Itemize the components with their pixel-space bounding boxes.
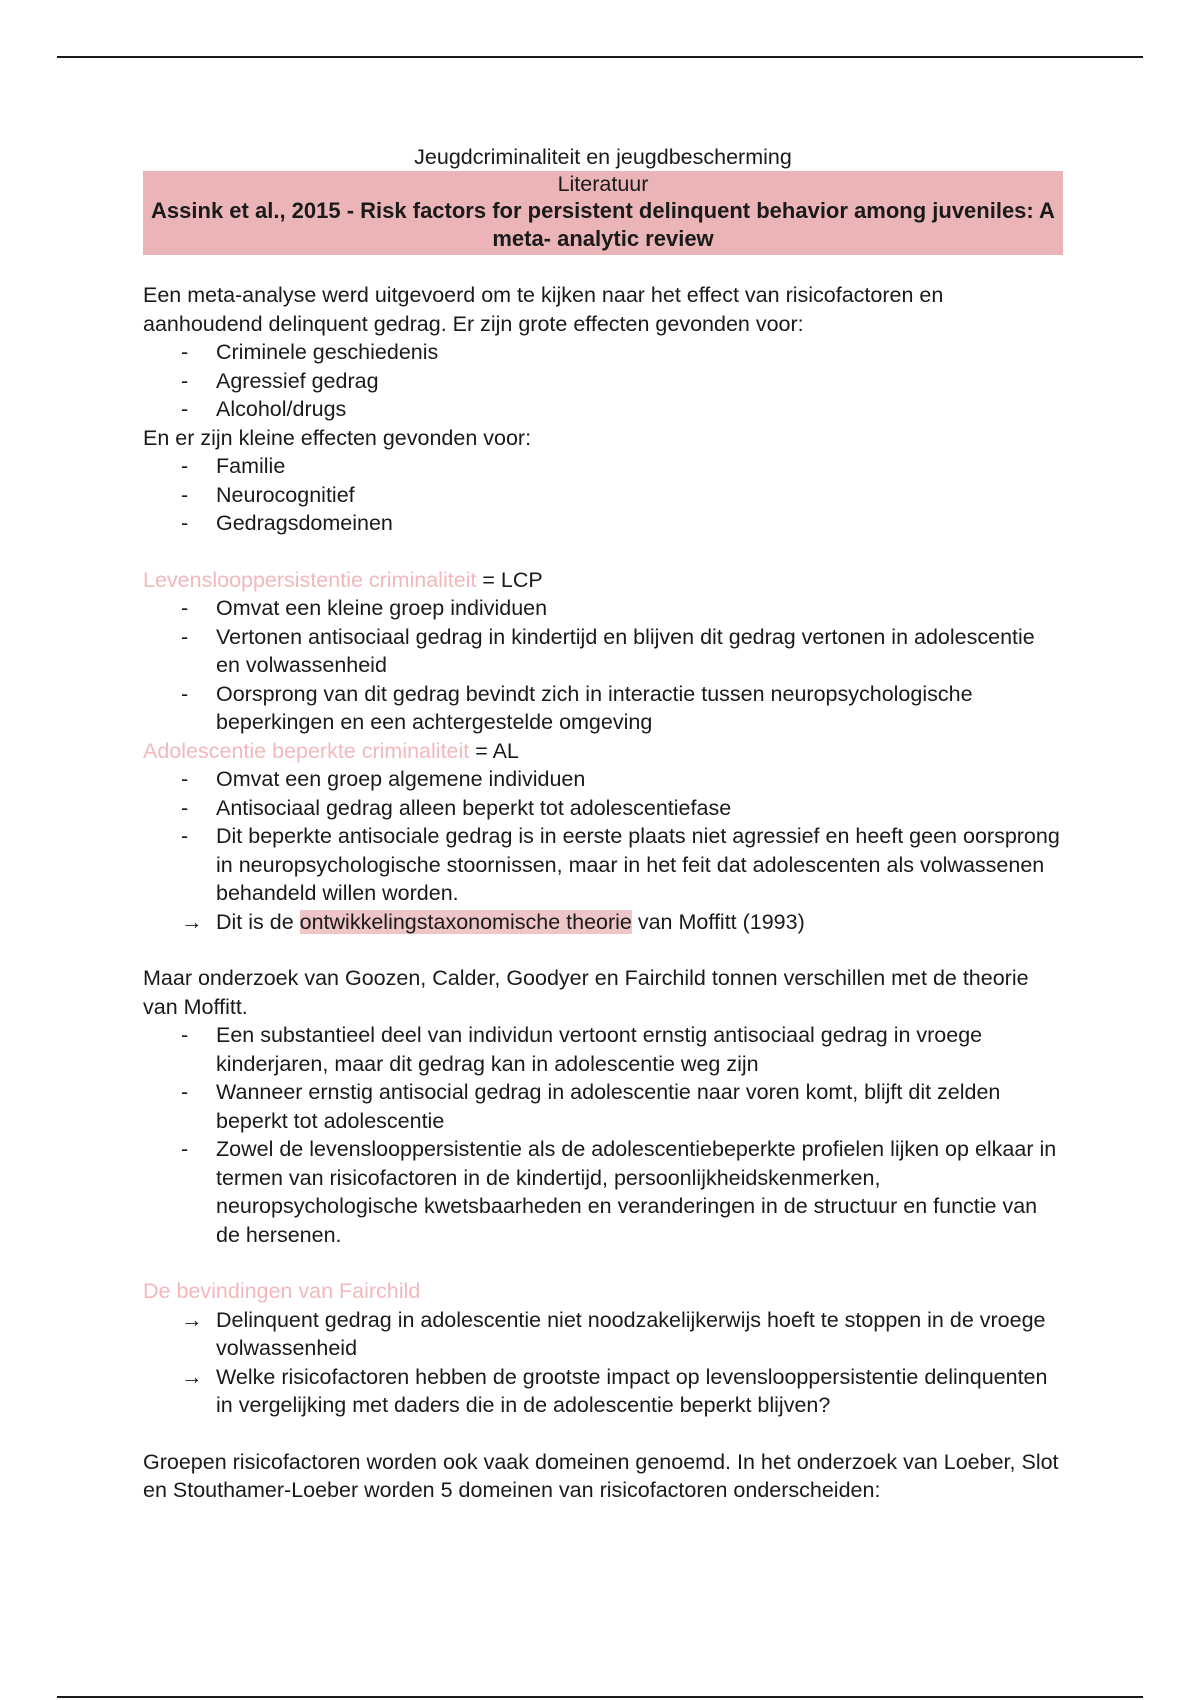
document-title: Jeugdcriminaliteit en jeugdbescherming bbox=[414, 145, 792, 169]
intro-paragraph: Een meta-analyse werd uitgevoerd om te kijken naar het effect van risicofactoren en aanhoudend delinquent gedrag. Er zijn grote effecten gevonden voor: bbox=[143, 283, 944, 336]
list-item: - Criminele geschiedenis bbox=[181, 340, 439, 364]
al-term: Adolescentie beperkte criminaliteit bbox=[143, 738, 470, 763]
list-item: - Familie bbox=[181, 454, 286, 478]
list-item: - Oorsprong van dit gedrag bevindt zich in interactie tussen neuropsychologische beperkingen en een achtergestelde omgeving bbox=[181, 681, 973, 734]
list-item: - Gedragsdomeinen bbox=[181, 511, 393, 535]
document-body bbox=[143, 143, 1063, 1505]
fairchild-heading: De bevindingen van Fairchild bbox=[143, 1279, 421, 1303]
lcp-list bbox=[143, 594, 1063, 737]
lcp-term: Levenslooppersistentie criminaliteit bbox=[143, 567, 477, 592]
arrow-icon: → bbox=[181, 909, 203, 934]
page-top-rule bbox=[57, 56, 1143, 58]
highlighted-term: ontwikkelingstaxonomische theorie bbox=[299, 909, 632, 934]
list-item: - Omvat een groep algemene individuen bbox=[181, 767, 586, 791]
list-item: - Een substantieel deel van individun vertoont ernstig antisociaal gedrag in vroege kinderjaren, maar dit gedrag kan in adolescentie weg zijn bbox=[181, 1023, 983, 1076]
goozen-paragraph: Maar onderzoek van Goozen, Calder, Goodyer en Fairchild tonnen verschillen met de theorie van Moffitt. bbox=[143, 966, 1029, 1019]
list-item: - Wanneer ernstig antisocial gedrag in adolescentie naar voren komt, blijft dit zelden beperkt tot adolescentie bbox=[181, 1080, 1001, 1133]
al-definition bbox=[143, 737, 1063, 766]
list-item: - Alcohol/drugs bbox=[181, 397, 347, 421]
lcp-abbr: = LCP bbox=[476, 567, 543, 592]
arrow-item: → Welke risicofactoren hebben de grootste impact op levenslooppersistentie delinquenten in vergelijking met daders die in de adolescentie beperkt blijven? bbox=[181, 1364, 1048, 1417]
fairchild-list bbox=[143, 1306, 1063, 1420]
small-effects-intro: En er zijn kleine effecten gevonden voor: bbox=[143, 425, 532, 450]
list-item: - Neurocognitief bbox=[181, 482, 355, 507]
heading-banner bbox=[143, 171, 1063, 255]
list-item: - Vertonen antisociaal gedrag in kindertijd en blijven dit gedrag vertonen in adolescentie en volwassenheid bbox=[181, 624, 1035, 677]
list-item: - Dit beperkte antisociale gedrag is in eerste plaats niet agressief en heeft geen oorsprong in neuropsychologische stoornissen, maar in het feit dat adolescenten als volwassenen behandeld willen worden. bbox=[181, 824, 1060, 905]
al-abbr: = AL bbox=[469, 738, 519, 763]
list-item: - Omvat een kleine groep individuen bbox=[181, 596, 548, 620]
arrow-item: → Dit is de ontwikkelingstaxonomische theorie van Moffitt (1993) bbox=[143, 908, 1063, 937]
article-heading: Assink et al., 2015 - Risk factors for persistent delinquent behavior among juveniles: A meta- analytic review bbox=[151, 198, 1055, 251]
large-effects-list bbox=[143, 338, 1063, 424]
page-bottom-rule bbox=[57, 1696, 1143, 1698]
arrow-item: → Delinquent gedrag in adolescentie niet noodzakelijkerwijs hoeft te stoppen in de vroege volwassenheid bbox=[181, 1307, 1046, 1360]
arrow-icon: → bbox=[181, 1364, 203, 1389]
list-item: - Antisociaal gedrag alleen beperkt tot adolescentiefase bbox=[181, 795, 732, 820]
arrow-icon: → bbox=[181, 1307, 203, 1332]
list-item: - Agressief gedrag bbox=[181, 368, 379, 393]
goozen-list bbox=[143, 1021, 1063, 1249]
document-subtitle: Literatuur bbox=[557, 172, 649, 196]
domains-paragraph: Groepen risicofactoren worden ook vaak domeinen genoemd. In het onderzoek van Loeber, Slot en Stouthamer-Loeber worden 5 domeinen van risicofactoren onderscheiden: bbox=[143, 1449, 1059, 1502]
small-effects-list bbox=[143, 452, 1063, 538]
lcp-definition bbox=[143, 566, 1063, 595]
al-list bbox=[143, 765, 1063, 936]
list-item: - Zowel de levenslooppersistentie als de adolescentiebeperkte profielen lijken op elkaar in termen van risicofactoren in de kindertijd, persoonlijkheidskenmerken, neuropsychologische kwetsbaarheden en veranderingen in de structuur en functie van de hersenen. bbox=[181, 1137, 1057, 1247]
